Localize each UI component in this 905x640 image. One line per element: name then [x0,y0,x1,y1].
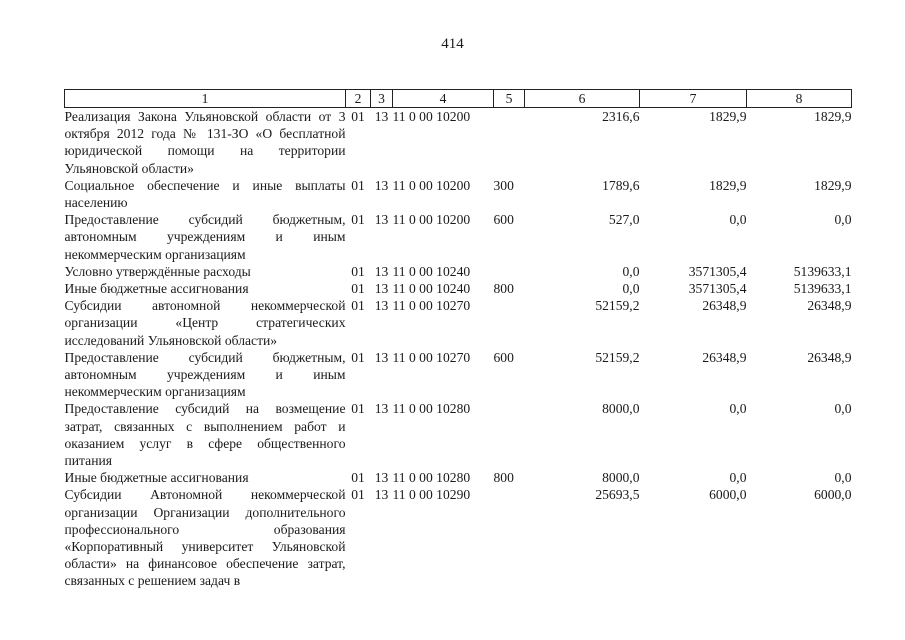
target-article-code: 11 0 00 10240 [392,281,471,297]
amount-col-6: 527,0 [608,212,640,228]
budget-table [64,89,852,590]
column-header-6: 6 [525,90,640,108]
amount-col-8: 26348,9 [807,298,852,314]
table-row [65,211,852,263]
amount-col-7: 0,0 [729,212,747,228]
table-row [65,108,852,177]
section-code: 01 [351,212,365,228]
expense-type-code [494,297,525,349]
target-article-code: 11 0 00 10270 [392,298,471,314]
subsection-code: 13 [374,177,389,193]
column-header-8: 8 [747,90,852,108]
amount-col-7: 26348,9 [702,298,747,314]
table-row [65,349,852,401]
column-header-1: 1 [65,90,346,108]
page-number: 414 [441,36,464,52]
expense-type-code [494,108,525,177]
target-article-code: 11 0 00 10200 [392,177,471,193]
section-code: 01 [351,109,365,124]
table-row [65,263,852,280]
amount-col-8: 26348,9 [807,349,852,365]
target-article-code: 11 0 00 10270 [392,349,471,365]
amount-col-8: 6000,0 [814,487,852,503]
expense-type-code: 600 [493,349,514,365]
header-row [65,90,852,108]
target-article-code: 11 0 00 10280 [392,470,471,486]
section-code: 01 [351,281,365,297]
table-row [65,280,852,297]
section-code: 01 [351,177,365,193]
subsection-code: 13 [374,298,389,314]
expense-type-code: 800 [493,281,514,297]
amount-col-6: 52159,2 [595,298,640,314]
amount-col-8: 1829,9 [814,177,852,193]
amount-col-6: 2316,6 [602,109,640,124]
target-article-code: 11 0 00 10240 [392,263,471,279]
expense-type-code [494,400,525,469]
section-code: 01 [351,470,365,486]
column-header-4: 4 [393,90,494,108]
amount-col-8: 0,0 [834,470,852,486]
table-row [65,469,852,486]
column-header-7: 7 [640,90,747,108]
section-code: 01 [351,349,365,365]
amount-col-6: 8000,0 [602,470,640,486]
subsection-code: 13 [374,281,389,297]
subsection-code: 13 [374,263,389,279]
expense-name: Иные бюджетные ассигнования [64,470,249,486]
amount-col-6: 0,0 [622,281,640,297]
table-body [65,108,852,590]
expense-type-code: 600 [493,212,514,228]
expense-type-code [494,263,525,280]
expense-name: Иные бюджетные ассигнования [64,281,249,297]
expense-name: Субсидии автономной некоммерческой организации «Центр стратегических исследований Ульяновской области» [64,298,346,348]
table-row [65,177,852,211]
amount-col-6: 0,0 [622,263,640,279]
subsection-code: 13 [374,470,389,486]
target-article-code: 11 0 00 10200 [392,109,471,124]
section-code: 01 [351,298,365,314]
expense-name: Предоставление субсидий бюджетным, автономным учреждениям и иным некоммерческим организациям [64,349,346,400]
expense-type-code: 300 [493,177,514,193]
amount-col-8: 5139633,1 [793,263,852,279]
subsection-code: 13 [374,349,389,365]
expense-name: Условно утверждённые расходы [64,263,251,279]
target-article-code: 11 0 00 10280 [392,401,471,417]
subsection-code: 13 [374,109,389,124]
expense-name: Предоставление субсидий на возмещение затрат, связанных с выполнением работ и оказанием услуг в сфере общественного питания [64,401,346,469]
table-header [65,90,852,108]
table-row [65,400,852,469]
amount-col-8: 1829,9 [814,109,852,124]
amount-col-7: 0,0 [729,401,747,417]
expense-type-code [494,486,525,589]
amount-col-6: 8000,0 [602,401,640,417]
table-row [65,297,852,349]
amount-col-7: 26348,9 [702,349,747,365]
expense-name: Предоставление субсидий бюджетным, автономным учреждениям и иным некоммерческим организациям [64,212,346,262]
expense-name: Субсидии Автономной некоммерческой организации Организации дополнительного профессионального образования «Корпоративный университет Ульяновской области» на финансовое обеспечение затрат, связанных с решением задач в [64,487,346,589]
section-code: 01 [351,401,365,417]
amount-col-7: 6000,0 [709,487,747,503]
amount-col-7: 0,0 [729,470,747,486]
amount-col-8: 5139633,1 [793,281,852,297]
section-code: 01 [351,263,365,279]
expense-type-code: 800 [493,470,514,486]
table-row [65,486,852,589]
subsection-code: 13 [374,401,389,417]
amount-col-7: 1829,9 [709,177,747,193]
amount-col-6: 1789,6 [602,177,640,193]
expense-name: Социальное обеспечение и иные выплаты населению [64,177,346,211]
target-article-code: 11 0 00 10200 [392,212,471,228]
amount-col-7: 1829,9 [709,109,747,124]
subsection-code: 13 [374,487,389,503]
section-code: 01 [351,487,365,503]
amount-col-8: 0,0 [834,212,852,228]
amount-col-6: 25693,5 [595,487,640,503]
column-header-2: 2 [346,90,371,108]
amount-col-7: 3571305,4 [688,281,747,297]
amount-col-6: 52159,2 [595,349,640,365]
column-header-3: 3 [371,90,393,108]
expense-name: Реализация Закона Ульяновской области от 3 октября 2012 года № 131-ЗО «О бесплатной юридической помощи на территории Ульяновской области» [64,109,346,176]
column-header-5: 5 [494,90,525,108]
amount-col-8: 0,0 [834,401,852,417]
target-article-code: 11 0 00 10290 [392,487,471,503]
subsection-code: 13 [374,212,389,228]
amount-col-7: 3571305,4 [688,263,747,279]
